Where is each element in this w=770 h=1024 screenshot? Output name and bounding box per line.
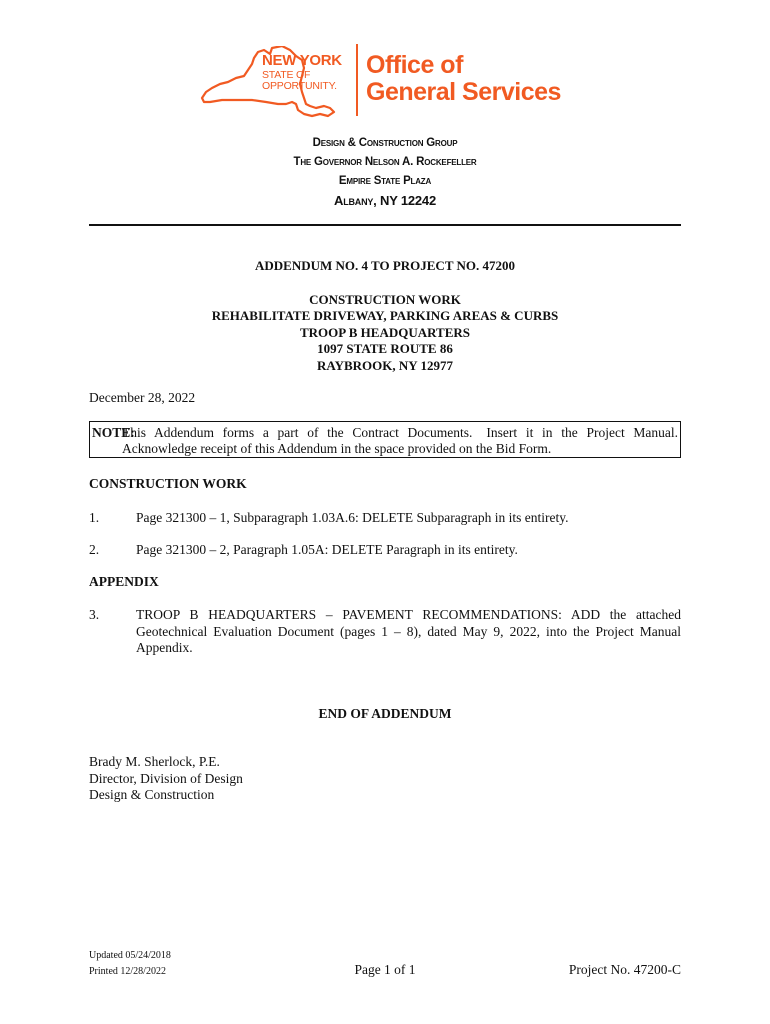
item-text-line: Geotechnical Evaluation Document (pages 1 – 8), dated May 9, 2022, into the Project Manual <box>136 623 681 639</box>
item-number: 2. <box>89 542 100 557</box>
addendum-number: ADDENDUM NO. 4 TO PROJECT NO. 47200 <box>254 258 516 273</box>
project-number: Project No. 47200-C <box>568 962 681 977</box>
ny-wordmark <box>262 53 342 92</box>
ny-tagline-2: OPPORTUNITY. <box>262 80 337 92</box>
agency-name-line-1: Office of <box>366 51 463 79</box>
section-construction-work: CONSTRUCTION WORK <box>89 476 247 491</box>
item-text: Page 321300 – 1, Subparagraph 1.03A.6: DELETE Subparagraph in its entirety. <box>136 510 569 525</box>
end-of-addendum: END OF ADDENDUM <box>318 706 452 721</box>
title-location: TROOP B HEADQUARTERS <box>299 324 470 340</box>
item-text <box>136 607 681 657</box>
note-text-1b: Insert it in the Project Manual. <box>486 425 679 440</box>
note-line-2: Acknowledge receipt of this Addendum in the space provided on the Bid Form. <box>122 441 552 456</box>
agency-name <box>366 52 561 106</box>
addendum-title <box>0 258 770 374</box>
footer-updated: Updated 05/24/2018 <box>89 950 171 961</box>
header-divider <box>89 224 681 226</box>
signatory-name: Brady M. Sherlock, P.E. <box>89 754 220 769</box>
agency-name-line-2: General Services <box>366 78 561 106</box>
signature-block <box>89 754 243 804</box>
document-date: December 28, 2022 <box>89 390 196 405</box>
footer-printed: Printed 12/28/2022 <box>89 966 166 977</box>
title-project-name: REHABILITATE DRIVEWAY, PARKING AREAS & CURBS <box>211 308 559 323</box>
signatory-department: Design & Construction <box>89 787 215 802</box>
title-city: RAYBROOK, NY 12977 <box>317 357 453 373</box>
note-text-1a: This Addendum forms a part of the Contract Documents. <box>122 425 473 440</box>
ny-name: NEW YORK <box>262 52 342 69</box>
note-label: NOTE: <box>92 425 135 440</box>
header-group: Design & Construction Group <box>312 137 458 149</box>
item-text-line: TROOP B HEADQUARTERS – PAVEMENT RECOMMENDATIONS: ADD the attached <box>136 607 681 622</box>
title-work-type: CONSTRUCTION WORK <box>309 291 461 307</box>
item-number: 3. <box>89 607 100 622</box>
address-header <box>0 134 770 210</box>
header-city: Albany, NY 12242 <box>334 193 436 208</box>
ogs-logo <box>198 42 578 120</box>
header-building: The Governor Nelson A. Rockefeller <box>293 156 477 168</box>
section-appendix: APPENDIX <box>89 574 159 589</box>
note-text <box>123 425 678 457</box>
item-number: 1. <box>89 510 100 525</box>
item-text: Page 321300 – 2, Paragraph 1.05A: DELETE Paragraph in its entirety. <box>136 542 518 557</box>
note-box <box>89 421 681 458</box>
title-street: 1097 STATE ROUTE 86 <box>317 341 453 356</box>
signatory-title: Director, Division of Design <box>89 770 243 786</box>
ny-tagline-1: STATE OF <box>262 69 311 81</box>
note-line-1 <box>123 425 678 441</box>
item-text-line: Appendix. <box>136 640 193 655</box>
logo-divider <box>356 44 358 116</box>
header-plaza: Empire State Plaza <box>338 175 432 187</box>
page-number: Page 1 of 1 <box>354 962 416 977</box>
